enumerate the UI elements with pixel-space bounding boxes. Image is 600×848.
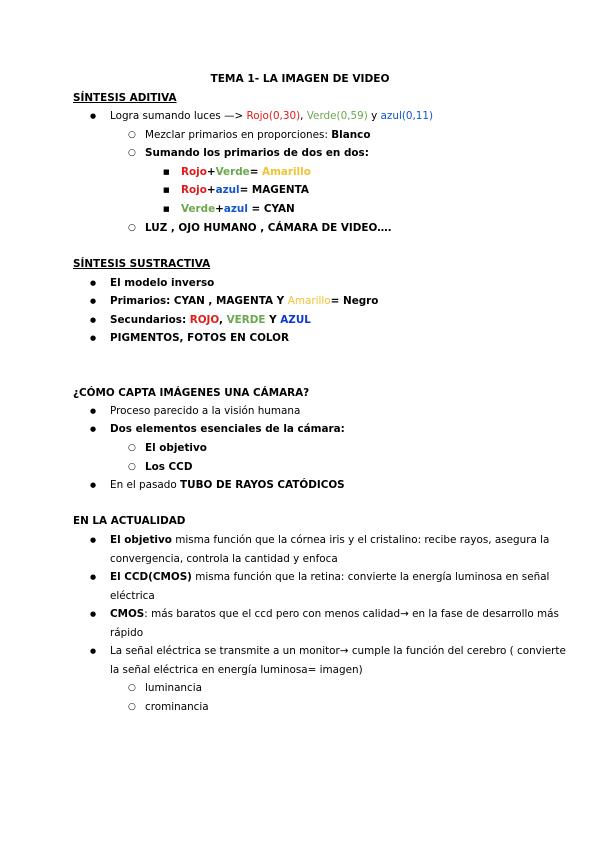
text-rojo: Rojo: [181, 184, 207, 196]
list-item: [110, 478, 345, 492]
text-rojo: Rojo: [181, 166, 207, 178]
heading-camara: ¿CÓMO CAPTA IMÁGENES UNA CÁMARA?: [73, 387, 310, 399]
page-title: TEMA 1- LA IMAGEN DE VIDEO: [210, 73, 390, 85]
text: Secundarios:: [110, 314, 190, 326]
list-item: ○ Sumando los primarios de dos en dos:: [145, 146, 369, 160]
list-item: ○ Los CCD: [145, 460, 192, 474]
text: ,: [219, 314, 227, 326]
text-amarillo: Amarillo: [262, 166, 311, 178]
list-item: ● PIGMENTOS, FOTOS EN COLOR: [110, 331, 289, 345]
text: Y: [265, 314, 281, 326]
text: misma función que la retina: convierte la energía luminosa en señal: [191, 571, 550, 583]
list-item: ○ crominancia: [145, 700, 209, 714]
text: =: [249, 166, 263, 178]
list-item: ○ El objetivo: [145, 441, 207, 455]
text-bold: CMOS: [110, 608, 145, 620]
list-item: ● La señal eléctrica se transmite a un monitor→ cumple la función del cerebro ( convierte: [110, 644, 566, 658]
text-amarillo: Amarillo: [287, 295, 331, 307]
list-item-continuation: rápido: [110, 627, 144, 639]
list-item: [110, 607, 559, 621]
list-item: [181, 202, 295, 216]
text-verde: Verde(0,59): [306, 110, 368, 122]
heading-actualidad: EN LA ACTUALIDAD: [73, 515, 186, 527]
text: En el pasado: [110, 479, 181, 491]
list-item: [181, 165, 311, 179]
list-item: [110, 109, 433, 123]
text: = Negro: [330, 295, 379, 307]
text: +: [206, 166, 216, 178]
heading-sintesis-sustractiva: SÍNTESIS SUSTRACTIVA: [73, 258, 211, 270]
text: ,: [300, 110, 307, 122]
list-item: [181, 183, 309, 197]
list-item: ● Dos elementos esenciales de la cámara:: [110, 422, 345, 436]
text-rojo: Rojo(0,30): [246, 110, 301, 122]
text-bold: TUBO DE RAYOS CATÓDICOS: [180, 479, 345, 491]
text: = CYAN: [247, 203, 295, 215]
list-item: [110, 570, 549, 584]
list-item: ○ luminancia: [145, 681, 202, 695]
text: +: [206, 184, 216, 196]
text: misma función que la córnea iris y el cristalino: recibe rayos, asegura la: [171, 534, 550, 546]
text: : más baratos que el ccd pero con menos calidad→ en la fase de desarrollo más: [144, 608, 559, 620]
list-item: ● Proceso parecido a la visión humana: [110, 404, 300, 418]
text: Logra sumando luces —>: [110, 110, 247, 122]
text-bold: Blanco: [331, 129, 371, 141]
text: = MAGENTA: [239, 184, 309, 196]
list-item: [110, 533, 549, 547]
list-item-continuation: convergencia, controla la cantidad y enfoca: [110, 553, 338, 565]
heading-sintesis-aditiva: SÍNTESIS ADITIVA: [73, 92, 177, 104]
text-verde: Verde: [215, 166, 250, 178]
text-azul: azul: [215, 184, 240, 196]
text: +: [215, 203, 224, 215]
list-item: [110, 294, 378, 308]
text-azul: azul(0,11): [380, 110, 434, 122]
list-item-continuation: eléctrica: [110, 590, 155, 602]
list-item: [110, 313, 311, 327]
text-verde: VERDE: [226, 314, 266, 326]
text-bold: El CCD(CMOS): [110, 571, 192, 583]
text-azul: AZUL: [280, 314, 311, 326]
list-item: [145, 128, 370, 142]
text: Primarios: CYAN , MAGENTA Y: [110, 295, 288, 307]
text-rojo: ROJO: [189, 314, 220, 326]
list-item: ● El modelo inverso: [110, 276, 214, 290]
text-bold: El objetivo: [110, 534, 172, 546]
text-verde: Verde: [181, 203, 216, 215]
list-item-continuation: la señal eléctrica en energía luminosa= imagen): [110, 664, 363, 676]
text: Mezclar primarios en proporciones:: [145, 129, 332, 141]
text: y: [367, 110, 381, 122]
list-item: ○ LUZ , OJO HUMANO , CÁMARA DE VIDEO….: [145, 221, 392, 235]
text-azul: azul: [223, 203, 248, 215]
